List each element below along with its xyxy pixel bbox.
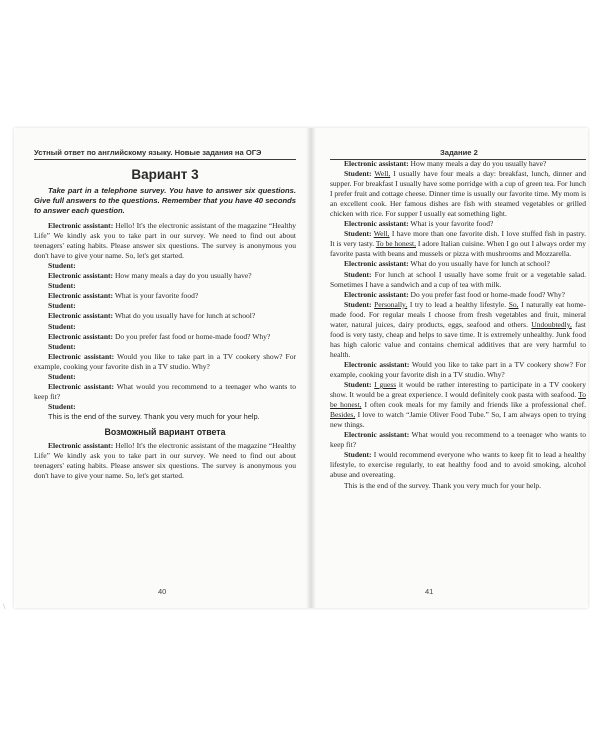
speech-text: Do you prefer fast food or home-made food? Why? [408, 289, 565, 299]
linking-phrase: To be honest, [375, 239, 416, 249]
speaker-label: Electronic assistant: [48, 441, 114, 451]
speech-text: Hello! It's the electronic assistant of the magazine “Healthy Life” We kindly ask you to take part in our survey. We need to find out about teenagers' eating habits. Please answer six questions. The survey is anonymous you don't have to give your name. So, let's get started. [34, 441, 296, 481]
student-answer [330, 270, 586, 290]
left-page [34, 128, 296, 608]
speech-text: it would be rather interesting to participate in a TV cookery show. It would be a great experience. I would definitely cook pasta with seafood. [330, 380, 586, 400]
page-body [34, 168, 296, 481]
right-page [330, 128, 586, 608]
speaker-label: Student: [344, 229, 372, 239]
running-head: Устный ответ по английскому языку. Новые задания на ОГЭ [34, 148, 262, 157]
assistant-question [34, 311, 296, 321]
speech-text: I often cook meals for my family and friends like a professional chef. [361, 400, 586, 410]
speaker-label: Student: [48, 341, 76, 351]
linking-phrase: To be honest, [330, 390, 586, 410]
speaker-label: Electronic assistant: [344, 289, 409, 299]
speech-text: For lunch at school I usually have some fruit or a vegetable salad. Sometimes I have a sandwich and a cup of tea with milk. [330, 269, 586, 289]
speech-text: Would you like to take part in a TV cookery show? For example, cooking your favorite dish in a TV studio. Why? [330, 359, 586, 379]
book-gutter [306, 128, 316, 608]
student-answer [330, 229, 586, 259]
survey-dialogue [34, 221, 296, 412]
speaker-label: Electronic assistant: [344, 159, 409, 168]
speaker-label: Electronic assistant: [48, 381, 115, 391]
speaker-label: Student: [48, 261, 76, 271]
speaker-label: Electronic assistant: [344, 359, 410, 369]
assistant-question [34, 271, 296, 281]
speaker-label: Electronic assistant: [344, 259, 409, 269]
student-turn [34, 281, 296, 291]
speaker-label: Electronic assistant: [48, 221, 114, 231]
speaker-label: Student: [48, 301, 76, 311]
speaker-label: Electronic assistant: [48, 311, 114, 321]
assistant-question [34, 332, 296, 342]
book-spread [14, 128, 588, 608]
speech-text: What do you usually have for lunch at school? [113, 311, 256, 321]
speech-text: What is your favorite food? [408, 219, 494, 229]
student-answer [330, 450, 586, 480]
speech-text: I adore Italian cuisine. When I go out I always order my favorite pasta with beans and mussels or pizza with mushrooms and Mozzarella. [330, 239, 587, 259]
speaker-label: Student: [344, 169, 372, 179]
speech-text: What is your favorite food? [113, 291, 199, 301]
speech-text: I love to watch “Jamie Oliver Food Tube.” So, I am always open to trying new things. [330, 410, 586, 430]
linking-phrase: Undoubtedly, [531, 319, 572, 329]
speech-text: What do you usually have for lunch at school? [408, 259, 550, 269]
student-answer [330, 169, 586, 219]
speech-text: How many meals a day do you usually have? [408, 159, 547, 168]
answer-heading: Возможный вариант ответа [104, 426, 226, 437]
speaker-label: Electronic assistant: [48, 291, 114, 301]
speaker-label: Student: [344, 299, 372, 309]
assistant-question [330, 360, 586, 380]
linking-phrase: Well, [373, 229, 390, 239]
student-turn [34, 322, 296, 332]
speech-text: fast food is very tasty, cheap and helps to save time. It is extremely unhealthy. Junk food has high caloric value and contains chemical additives that are very harmful to health. [330, 319, 586, 359]
speech-text: Do you prefer fast food or home-made food? Why? [113, 331, 271, 341]
speaker-label: Electronic assistant: [48, 351, 115, 361]
speaker-label: Student: [344, 380, 372, 390]
student-turn [34, 372, 296, 382]
page-number: 40 [158, 587, 167, 596]
assistant-question [34, 221, 296, 261]
speaker-label: Electronic assistant: [344, 219, 409, 229]
page-edge-mark: \ [3, 602, 6, 611]
speech-text: Would you like to take part in a TV cookery show? For example, cooking your favorite dish in a TV studio. Why? [34, 351, 296, 371]
task-instructions: Take part in a telephone survey. You have to answer six questions. Give full answers to the questions. Remember that you have 40 seconds to answer each question. [34, 186, 296, 216]
linking-phrase: Well, [374, 169, 391, 179]
speaker-label: Student: [344, 269, 372, 279]
speech-text: I naturally eat home-made food. For regular meals I choose from fresh vegetables and fruit, mineral water, natural juices, dairy products, eggs, seafood and others. [330, 299, 587, 329]
assistant-question [330, 159, 586, 169]
linking-phrase: Personally, [374, 299, 408, 309]
page-body [330, 159, 586, 491]
assistant-question [330, 290, 586, 300]
linking-phrase: I guess [374, 380, 397, 390]
speaker-label: Student: [344, 450, 372, 460]
assistant-question [34, 291, 296, 301]
assistant-question [34, 382, 296, 402]
speaker-label: Student: [48, 401, 76, 411]
student-turn [34, 301, 296, 311]
student-turn [34, 342, 296, 352]
speaker-label: Electronic assistant: [344, 430, 410, 440]
page-number: 41 [425, 587, 434, 596]
speech-text: Hello! It's the electronic assistant of the magazine “Healthy Life” We kindly ask you to take part in our survey. We need to find out about teenagers' eating habits. Please answer six questions. The survey is anonymous you don't have to give your name. So, let's get started. [34, 221, 296, 261]
speech-text: I try to lead a healthy lifestyle. [407, 299, 509, 309]
assistant-question [330, 259, 586, 269]
linking-phrase: So, [508, 299, 519, 309]
assistant-question [330, 219, 586, 229]
survey-ending: This is the end of the survey. Thank you very much for your help. [344, 480, 542, 490]
student-answer [330, 300, 586, 360]
assistant-question [34, 352, 296, 372]
speech-text: What would you recommend to a teenager who wants to keep fit? [34, 381, 296, 401]
speech-text: I usually have four meals a day: breakfast, lunch, dinner and supper. For breakfast I usually have some porridge with a cup of green tea. For lunch I prefer fruit and cottage cheese. Dinner time is usually our favorite time. My mom is an excellent cook. Her famous dishes are fish with steamed vegetables or grilled chicken with rice. For supper I usually eat something light. [330, 169, 586, 219]
linking-phrase: Besides, [330, 410, 356, 420]
survey-ending: This is the end of the survey. Thank you very much for your help. [48, 411, 260, 421]
speaker-label: Electronic assistant: [48, 331, 114, 341]
student-answer [330, 380, 586, 430]
student-turn [34, 402, 296, 412]
assistant-question [330, 430, 586, 450]
student-turn [34, 261, 296, 271]
speech-text: How many meals a day do you usually have? [113, 271, 252, 281]
speaker-label: Student: [48, 281, 76, 291]
speaker-label: Electronic assistant: [48, 271, 114, 281]
speech-text: I would recommend everyone who wants to keep fit to lead a healthy lifestyle, to exercise regularly, to eat healthy food and to avoid smoking, alcohol abuse and overeating. [330, 450, 586, 480]
header-rule [34, 159, 296, 160]
variant-title: Вариант 3 [131, 167, 199, 182]
speaker-label: Student: [48, 321, 76, 331]
running-head: Задание 2 [440, 148, 478, 157]
answer-intro [34, 441, 296, 481]
speaker-label: Student: [48, 371, 76, 381]
speech-text: What would you recommend to a teenager who wants to keep fit? [330, 430, 586, 450]
speech-text: I have more than one favorite dish. I love stuffed fish in pastry. It is very tasty. [330, 229, 587, 249]
